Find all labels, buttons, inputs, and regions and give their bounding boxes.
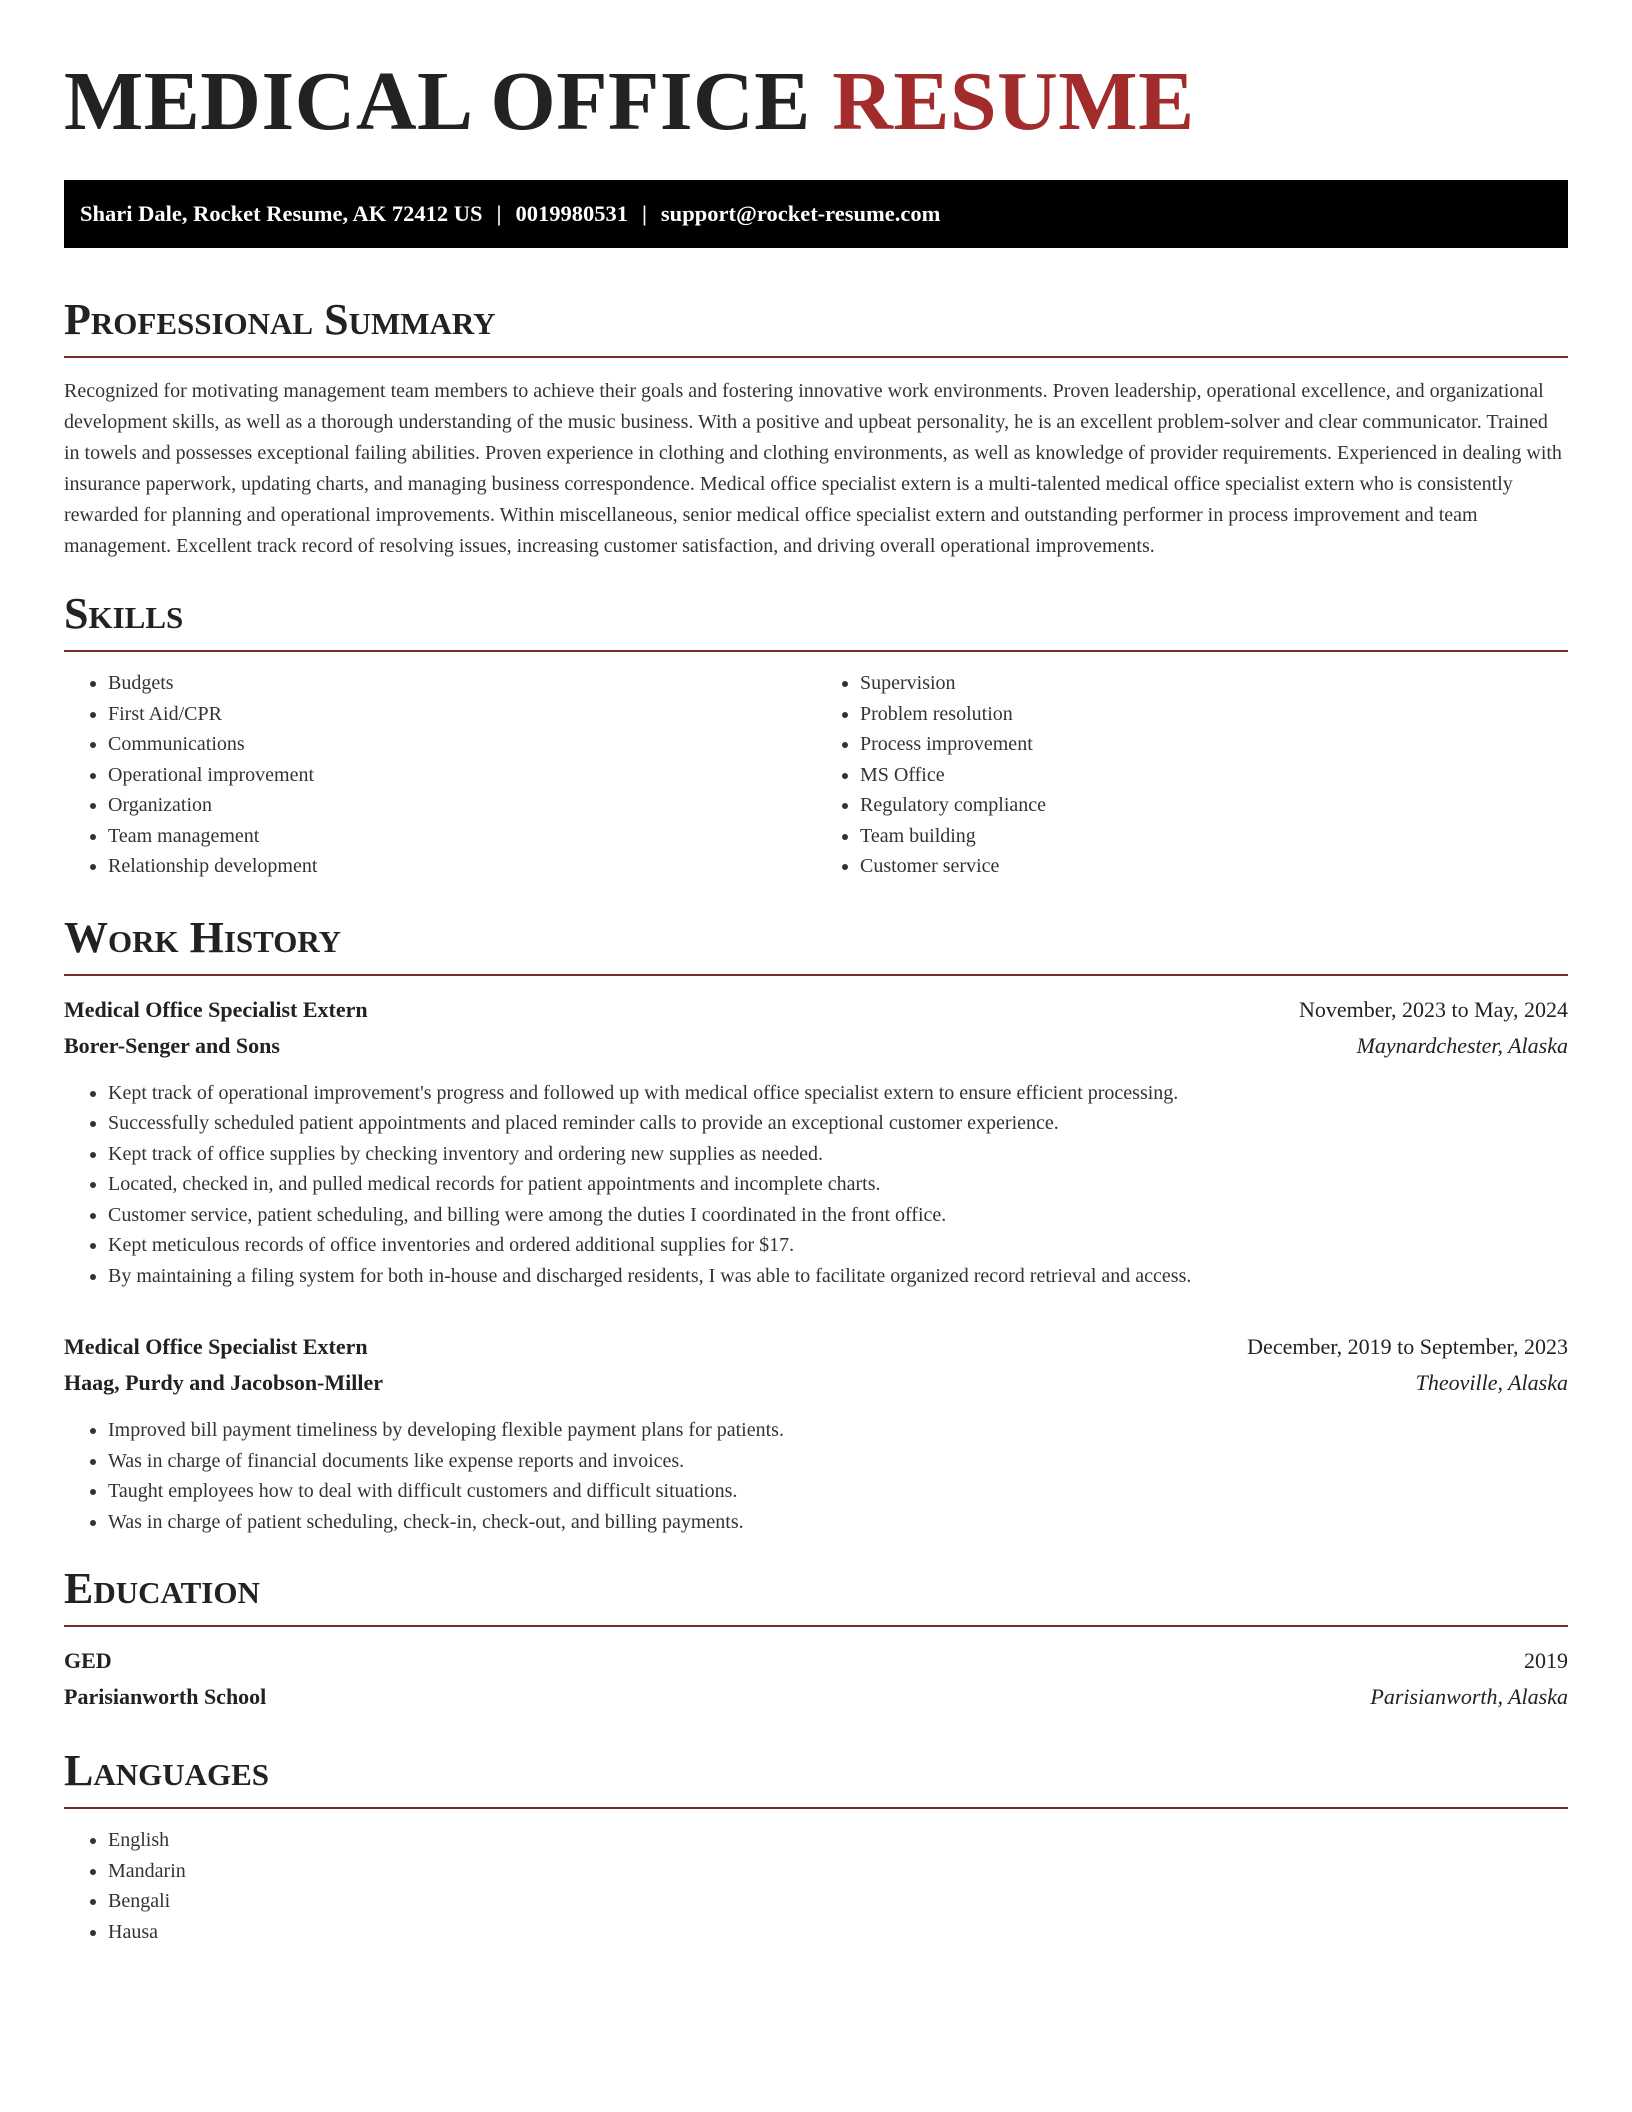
job-dates: December, 2019 to September, 2023 [1247,1334,1568,1359]
language-item: • Mandarin [108,1856,1568,1887]
work-history-heading: Work History [64,916,1568,976]
contact-email: support@rocket-resume.com [660,201,941,226]
skill-item: • Team management [108,821,816,852]
job-company-row [64,1028,1568,1064]
job-title: Medical Office Specialist Extern [64,996,368,1022]
job-header-row [64,1329,1568,1365]
job-duty: • Kept meticulous records of office inventories and ordered additional supplies for $17. [108,1230,1568,1261]
skills-section [64,589,1568,882]
summary-text: Recognized for motivating management team members to achieve their goals and fostering innovative work environments. Proven leadership, operational excellence, and organizational development skills, as well as a thorough understanding of the music business. With a positive and upbeat personality, he is an excellent problem-solver and clear communicator. Trained in towels and possesses exceptional failing abilities. Proven experience in clothing and clothing environments, as well as knowledge of provider requirements. Experienced in dealing with insurance paperwork, updating charts, and managing business correspondence. Medical office specialist extern is a multi-talented medical office specialist extern who is consistently rewarded for planning and operational improvements. Within miscellaneous, senior medical office specialist extern and outstanding performer in process improvement and team management. Excellent track record of resolving issues, increasing customer satisfaction, and driving overall operational improvements. [64,380,1562,557]
education-degree-row [64,1643,1568,1679]
summary-section [64,295,1568,562]
skills-heading: Skills [64,592,1568,652]
job-company-row [64,1365,1568,1401]
education-location: Parisianworth, Alaska [1370,1684,1568,1709]
job-duties-list [64,1415,1568,1537]
language-item: • Hausa [108,1917,1568,1948]
job-header-row [64,992,1568,1028]
skill-item: • Regulatory compliance [860,790,1568,821]
education-school-row [64,1679,1568,1715]
resume-title [64,55,1568,148]
language-item: • English [108,1825,1568,1856]
contact-address: Shari Dale, Rocket Resume, AK 72412 US [80,201,483,226]
job-company: Haag, Purdy and Jacobson-Miller [64,1370,384,1395]
education-school: Parisianworth School [64,1684,267,1709]
contact-bar [64,180,1568,248]
skills-column-right [816,668,1568,882]
title-accent: RESUME [832,55,1195,148]
job-duty: • Taught employees how to deal with difficult customers and difficult situations. [108,1476,1568,1507]
job-duty: • Located, checked in, and pulled medical records for patient appointments and incomplete charts. [108,1169,1568,1200]
job-duty: • By maintaining a filing system for both in-house and discharged residents, I was able to facilitate organized record retrieval and access. [108,1261,1568,1292]
summary-heading: Professional Summary [64,298,1568,358]
skill-item: • Organization [108,790,816,821]
education-year: 2019 [1524,1648,1568,1673]
job-duty: • Kept track of operational improvement's progress and followed up with medical office specialist extern to ensure efficient processing. [108,1078,1568,1109]
work-history-section [64,912,1568,1538]
job-entry [64,992,1568,1292]
job-duty: • Kept track of office supplies by checking inventory and ordering new supplies as needed. [108,1139,1568,1170]
job-duties-list [64,1078,1568,1292]
contact-separator: | [641,201,647,226]
education-degree: GED [64,1648,112,1673]
language-item: • Bengali [108,1886,1568,1917]
skill-item: • Customer service [860,851,1568,882]
skills-column-left [64,668,816,882]
job-dates: November, 2023 to May, 2024 [1299,996,1568,1022]
job-duty: • Successfully scheduled patient appointments and placed reminder calls to provide an exceptional customer experience. [108,1108,1568,1139]
skill-item: • First Aid/CPR [108,699,816,730]
languages-section [64,1746,1568,1947]
job-duty: • Was in charge of patient scheduling, check-in, check-out, and billing payments. [108,1507,1568,1538]
contact-phone: 0019980531 [515,201,628,226]
skill-item: • Supervision [860,668,1568,699]
job-duty: • Improved bill payment timeliness by developing flexible payment plans for patients. [108,1415,1568,1446]
job-duty: • Was in charge of financial documents like expense reports and invoices. [108,1446,1568,1477]
job-entry [64,1329,1568,1537]
skill-item: • Process improvement [860,729,1568,760]
skill-item: • Team building [860,821,1568,852]
skill-item: • Budgets [108,668,816,699]
job-duty: • Customer service, patient scheduling, and billing were among the duties I coordinated in the front office. [108,1200,1568,1231]
skill-item: • MS Office [860,760,1568,791]
education-heading: Education [64,1567,1568,1627]
skills-grid [64,668,1568,882]
job-location: Maynardchester, Alaska [1356,1032,1568,1058]
skills-list-right [816,668,1568,882]
education-section [64,1564,1568,1715]
job-company: Borer-Senger and Sons [64,1032,280,1058]
skill-item: • Relationship development [108,851,816,882]
languages-block [64,1825,1568,1947]
languages-heading: Languages [64,1749,1568,1809]
skills-list-left [64,668,816,882]
languages-list [64,1825,1568,1947]
skill-item: • Communications [108,729,816,760]
contact-separator: | [496,201,502,226]
education-entry [64,1643,1568,1715]
title-main: MEDICAL OFFICE [64,55,811,148]
job-location: Theoville, Alaska [1415,1370,1568,1395]
job-title: Medical Office Specialist Extern [64,1334,368,1359]
skill-item: • Operational improvement [108,760,816,791]
skill-item: • Problem resolution [860,699,1568,730]
